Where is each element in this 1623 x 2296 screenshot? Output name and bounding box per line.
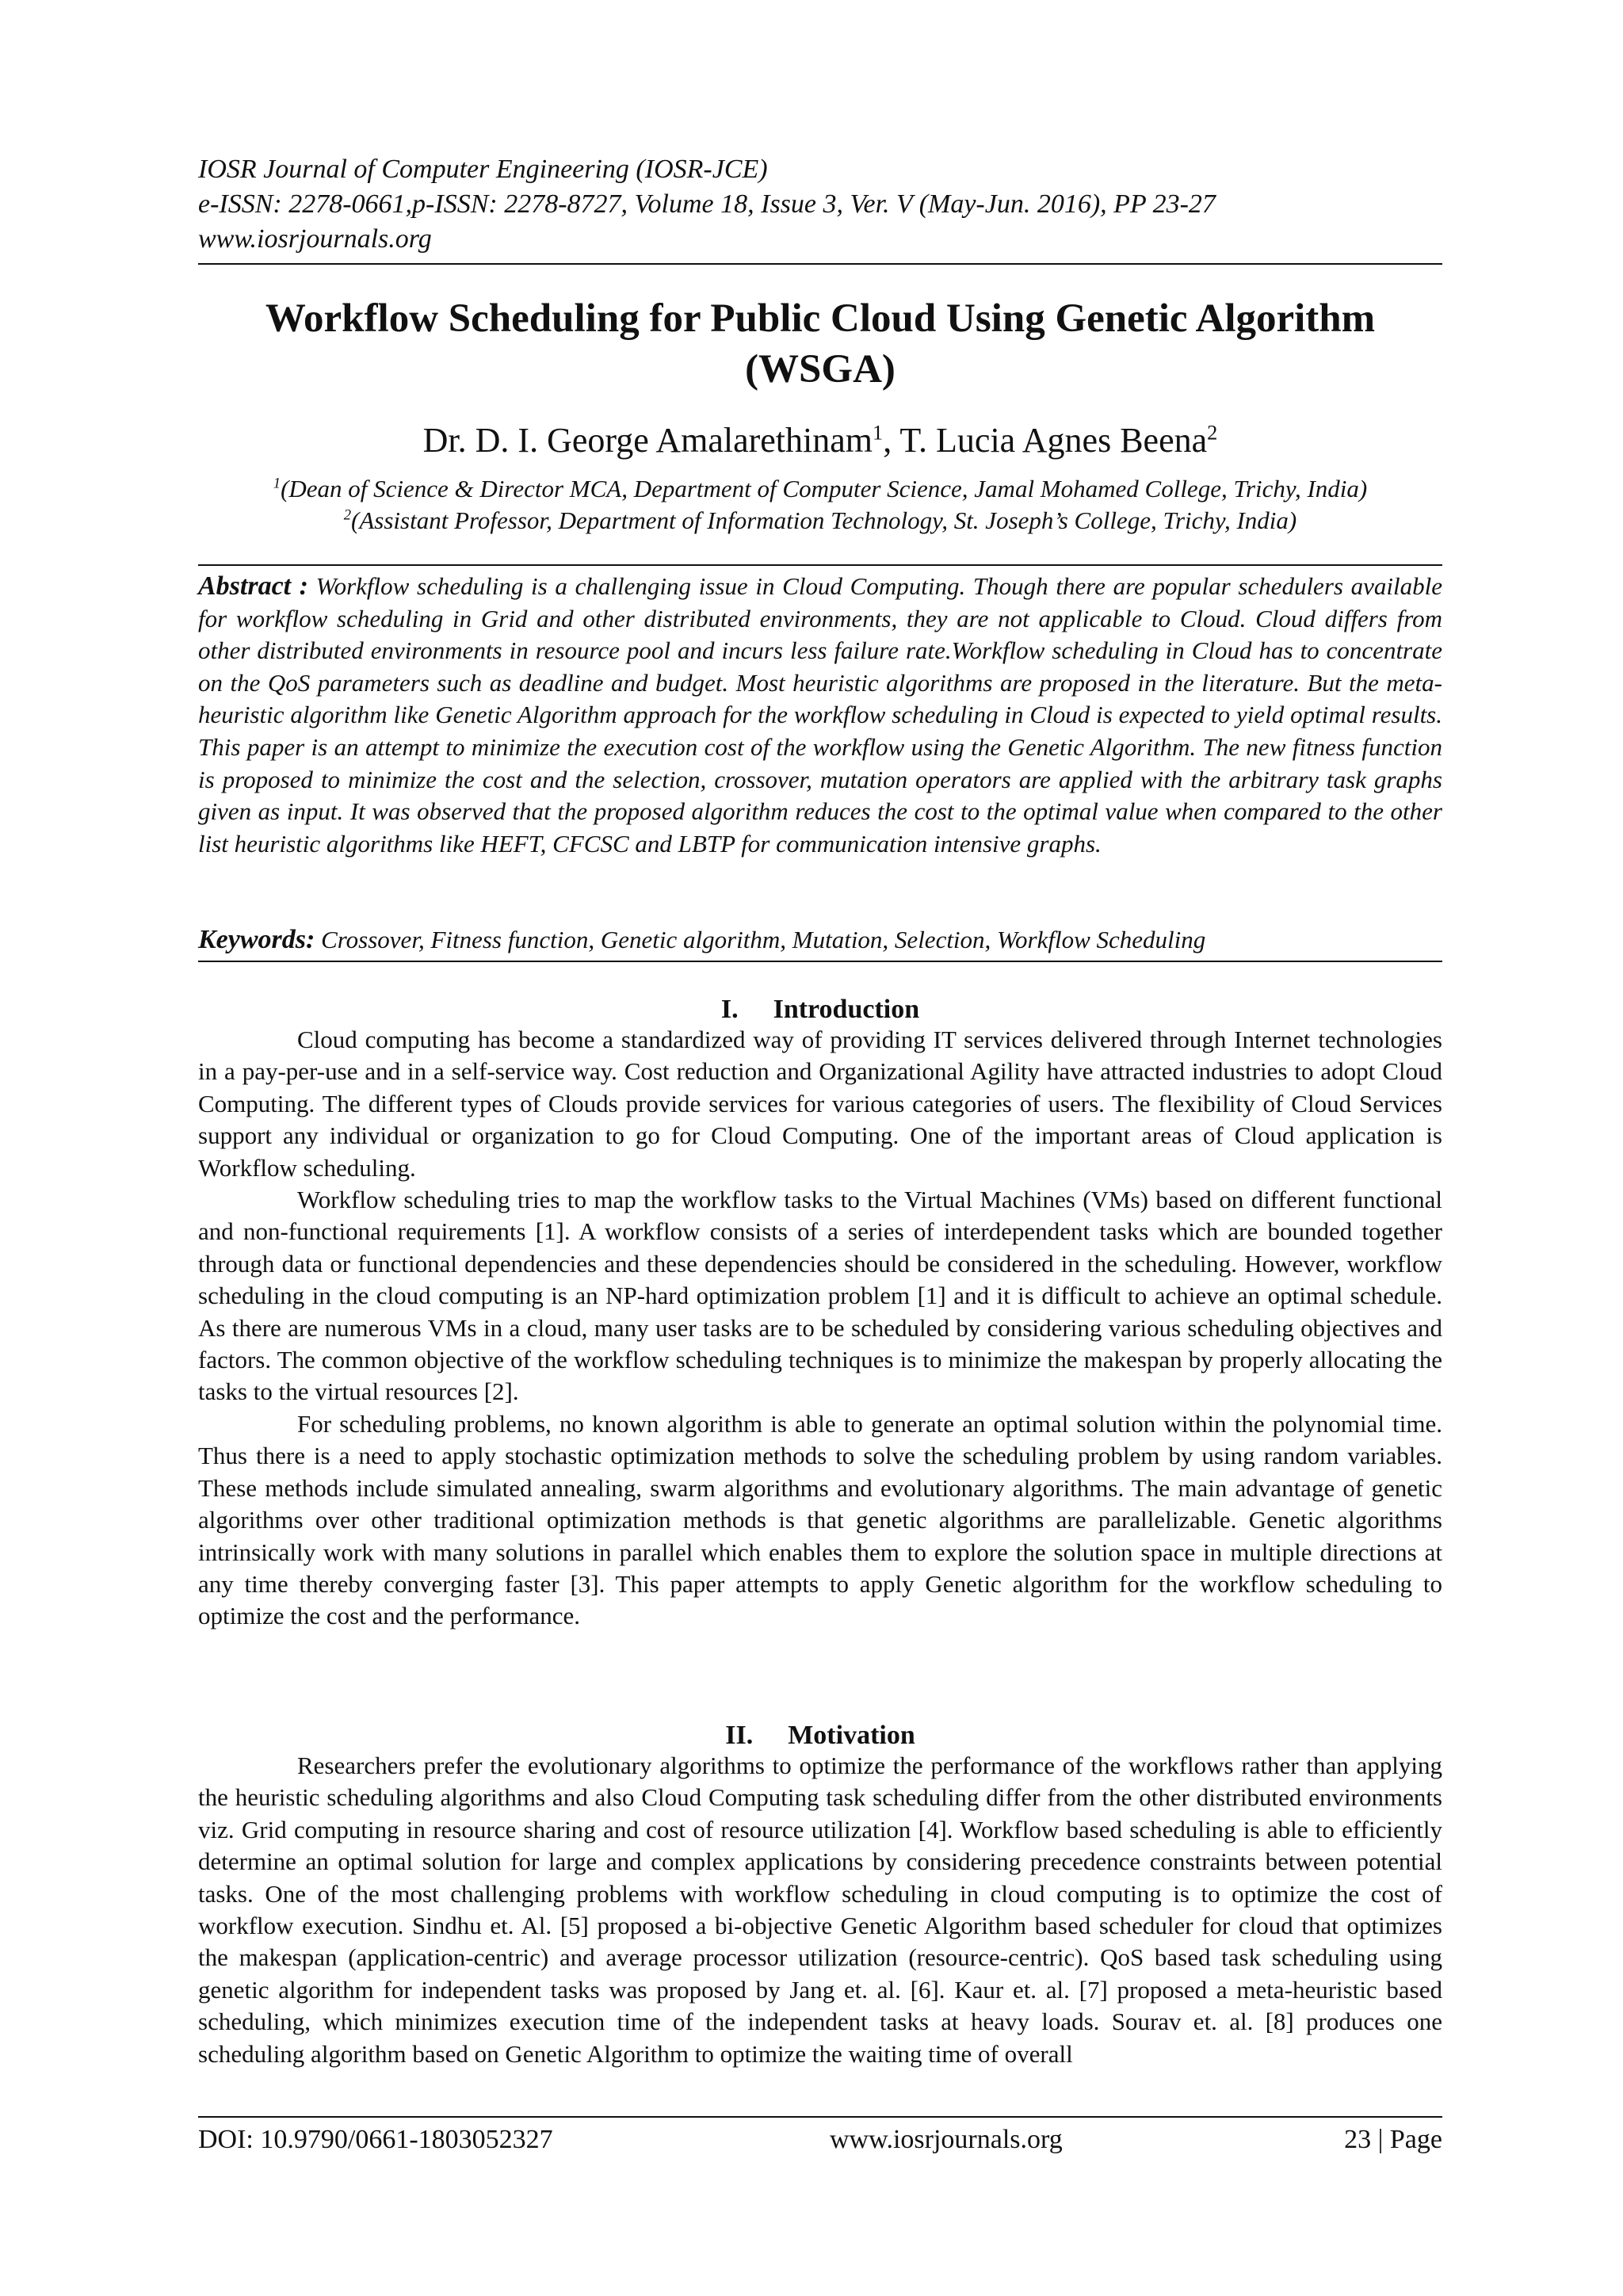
affiliation-1-mark: 1 [273, 475, 281, 492]
header-divider [198, 263, 1442, 265]
abstract-top-divider [198, 564, 1442, 566]
section-heading-introduction [198, 994, 1442, 1026]
author-separator: , [883, 421, 900, 460]
footer-doi: DOI: 10.9790/0661-1803052327 [198, 2125, 553, 2154]
footer-page-number: 23 | Page [1344, 2125, 1442, 2154]
page-footer [198, 2122, 1442, 2157]
abstract-text: Workflow scheduling is a challenging issue in Cloud Computing. Though there are popular schedulers available for workflow scheduling in Grid and other distributed environments, they are not applicable to Cloud. Cloud differs from other distributed environments in resource pool and incurs less failure rate.Workflow scheduling in Cloud has to concentrate on the QoS parameters such as deadline and budget. Most heuristic algorithms are proposed in the literature. But the meta-heuristic algorithm like Genetic Algorithm approach for the workflow scheduling in Cloud is expected to yield optimal results. This paper is an attempt to minimize the execution cost of the workflow using the Genetic Algorithm. The new fitness function is proposed to minimize the cost and the selection, crossover, mutation operators are applied with the arbitrary task graphs given as input. It was observed that the proposed algorithm reduces the cost to the optimal value when compared to the other list heuristic algorithms like HEFT, CFCSC and LBTP for communication intensive graphs. [198, 572, 1443, 858]
journal-header [198, 152, 1442, 257]
journal-name: IOSR Journal of Computer Engineering (IOSR-JCE) [198, 155, 768, 184]
paragraph: Researchers prefer the evolutionary algorithms to optimize the performance of the workflows rather than applying the heuristic scheduling algorithms and also Cloud Computing task scheduling differ from the other distributed environments viz. Grid computing in resource sharing and cost of resource utilization [4]. Workflow based scheduling is able to efficiently determine an optimal solution for large and complex applications by considering precedence constraints between potential tasks. One of the most challenging problems with workflow scheduling in cloud computing is to optimize the cost of workflow execution. Sindhu et. Al. [5] proposed a bi-objective Genetic Algorithm based scheduler for cloud that optimizes the makespan (application-centric) and average processor utilization (resource-centric). QoS based task scheduling using genetic algorithm for independent tasks was proposed by Jang et. al. [6]. Kaur et. al. [7] proposed a meta-heuristic based scheduling, which minimizes execution time of the independent tasks at heavy loads. Sourav et. al. [8] produces one scheduling algorithm based on Genetic Algorithm to optimize the waiting time of overall [198, 1752, 1442, 2068]
paragraph: For scheduling problems, no known algorithm is able to generate an optimal solution within the polynomial time. Thus there is a need to apply stochastic optimization methods to solve the scheduling problem by using random variables. These methods include simulated annealing, swarm algorithms and evolutionary algorithms. The main advantage of genetic algorithms over other traditional optimization methods is that genetic algorithms are parallelizable. Genetic algorithms intrinsically work with many solutions in parallel which enables them to explore the solution space in multiple directions at any time thereby converging faster [3]. This paper attempts to apply Genetic algorithm for the workflow scheduling to optimize the cost and the performance. [198, 1409, 1442, 1630]
issn-line: e-ISSN: 2278-0661,p-ISSN: 2278-8727, Volume 18, Issue 3, Ver. V (May-Jun. 2016), PP 23-27 [198, 189, 1216, 219]
section-body-motivation [198, 1750, 1442, 2070]
section-title: Motivation [788, 1721, 915, 1750]
abstract [198, 571, 1442, 860]
author-2-name: T. Lucia Agnes Beena [899, 421, 1208, 460]
keywords-label: Keywords: [198, 925, 315, 954]
section-number: I. [720, 995, 739, 1024]
paper-title [198, 293, 1442, 395]
author-1-name: Dr. D. I. George Amalarethinam [422, 421, 873, 460]
keywords-text: Crossover, Fitness function, Genetic algorithm, Mutation, Selection, Workflow Scheduling [321, 926, 1206, 953]
author-1-affiliation-mark: 1 [873, 420, 884, 445]
section-title: Introduction [773, 995, 920, 1024]
author-list [198, 418, 1442, 463]
abstract-label: Abstract : [198, 571, 308, 601]
affiliation-2-mark: 2 [343, 506, 352, 524]
paragraph: Cloud computing has become a standardized way of providing IT services delivered through Internet technologies in a pay-per-use and in a self-service way. Cost reduction and Organizational Agility have attracted industries to adopt Cloud Computing. The different types of Clouds provide services for various categories of users. The flexibility of Cloud Services support any individual or organization to go for Cloud Computing. One of the important areas of Cloud application is Workflow scheduling. [198, 1026, 1442, 1182]
keywords [198, 923, 1442, 957]
footer-divider [198, 2116, 1442, 2118]
section-body-introduction [198, 1024, 1442, 1633]
title-line-2: (WSGA) [745, 347, 896, 392]
abstract-bottom-divider [198, 961, 1442, 962]
affiliation-2-text: (Assistant Professor, Department of Information Technology, St. Joseph’s College, Trichy, India) [351, 506, 1297, 534]
journal-website: www.iosrjournals.org [198, 224, 432, 254]
title-line-1: Workflow Scheduling for Public Cloud Using Genetic Algorithm [265, 296, 1376, 341]
footer-website: www.iosrjournals.org [830, 2125, 1063, 2154]
author-2-affiliation-mark: 2 [1207, 420, 1218, 445]
affiliation-2 [198, 505, 1442, 537]
affiliation-1 [198, 473, 1442, 505]
affiliation-1-text: (Dean of Science & Director MCA, Department of Computer Science, Jamal Mohamed College, Trichy, India) [281, 475, 1368, 502]
paragraph: Workflow scheduling tries to map the workflow tasks to the Virtual Machines (VMs) based on different functional and non-functional requirements [1]. A workflow consists of a series of interdependent tasks which are bounded together through data or functional dependencies and these dependencies should be considered in the scheduling. However, workflow scheduling in the cloud computing is an NP-hard optimization problem [1] and it is difficult to achieve an optimal schedule. As there are numerous VMs in a cloud, many user tasks are to be scheduled by considering various scheduling objectives and factors. The common objective of the workflow scheduling techniques is to minimize the makespan by properly allocating the tasks to the virtual resources [2]. [198, 1186, 1442, 1406]
section-number: II. [725, 1721, 754, 1750]
section-heading-motivation [198, 1720, 1442, 1752]
